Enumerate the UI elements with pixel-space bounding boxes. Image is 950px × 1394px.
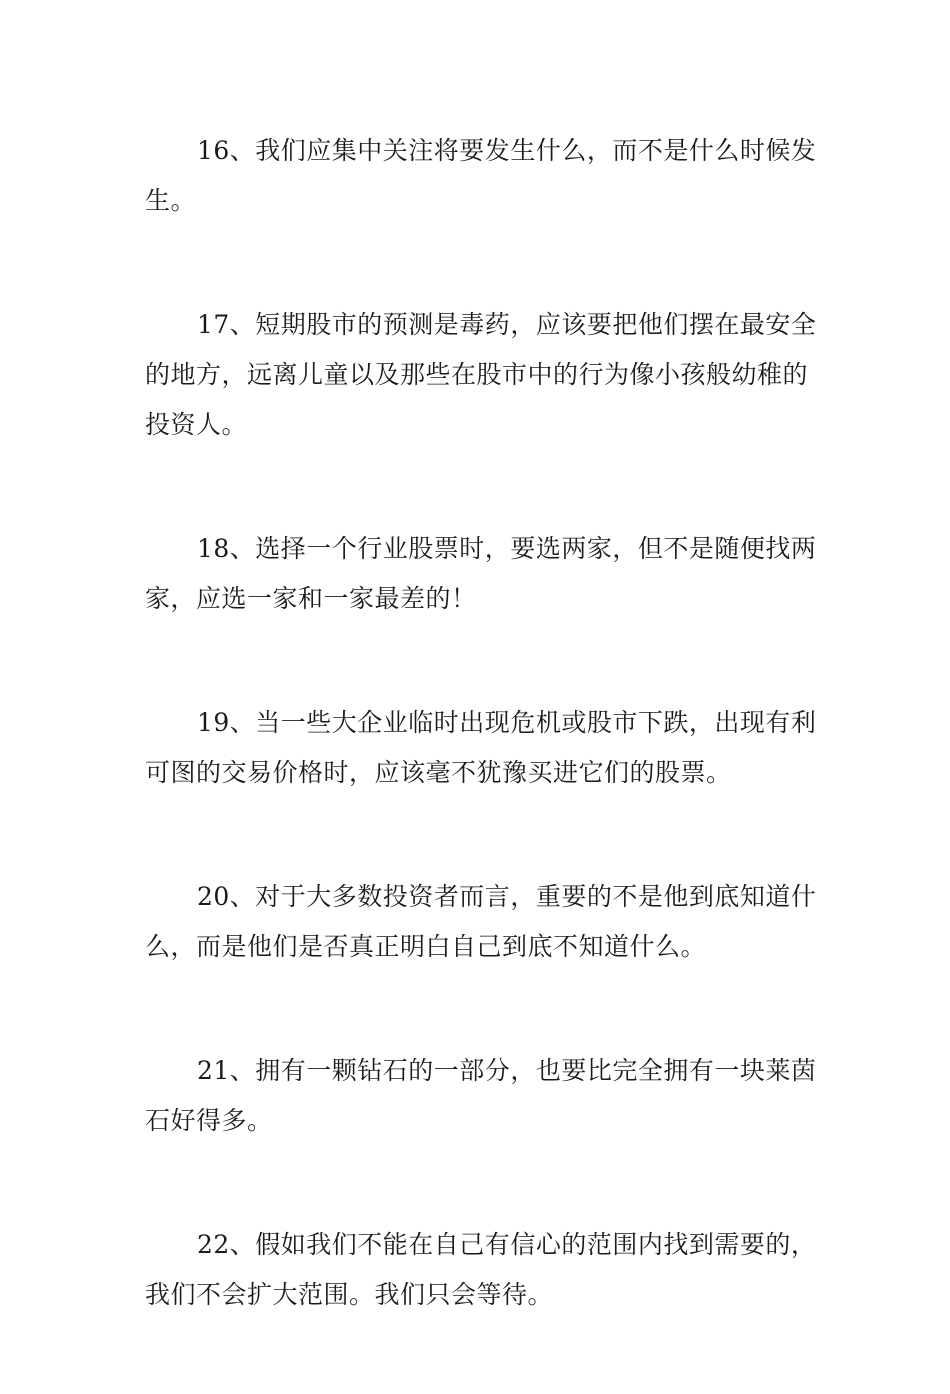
paragraph-17: 17、短期股市的预测是毒药，应该要把他们摆在最安全的地方，远离儿童以及那些在股市中的行为像小孩般幼稚的投资人。 <box>145 310 817 439</box>
paragraph-22: 22、假如我们不能在自己有信心的范围内找到需要的，我们不会扩大范围。我们只会等待。 <box>145 1230 817 1309</box>
paragraph-20: 20、对于大多数投资者而言，重要的不是他到底知道什么，而是他们是否真正明白自己到底不知道什么。 <box>145 882 817 961</box>
document-body <box>145 126 825 1394</box>
paragraph-19: 19、当一些大企业临时出现危机或股市下跌，出现有利可图的交易价格时，应该毫不犹豫买进它们的股票。 <box>145 708 817 787</box>
paragraph-16: 16、我们应集中关注将要发生什么，而不是什么时候发生。 <box>145 136 817 215</box>
paragraph-21: 21、拥有一颗钻石的一部分，也要比完全拥有一块莱茵石好得多。 <box>145 1056 817 1135</box>
paragraph-18: 18、选择一个行业股票时，要选两家，但不是随便找两家，应选一家和一家最差的！ <box>145 534 817 613</box>
